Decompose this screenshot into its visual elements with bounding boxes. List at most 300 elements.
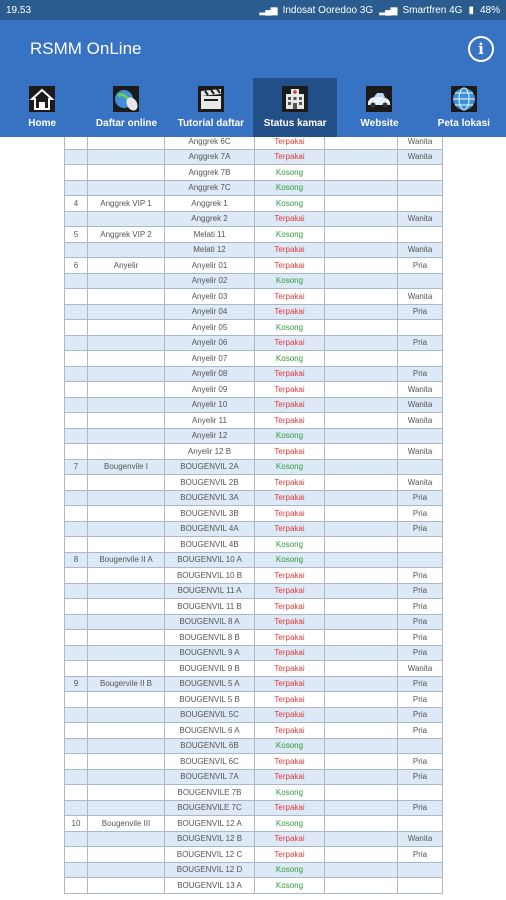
blank-cell	[325, 878, 398, 894]
room-name-cell: Anyelir 05	[165, 320, 255, 336]
room-status-cell: Kosong	[255, 816, 325, 832]
room-name-cell: Anyelir 04	[165, 304, 255, 320]
gender-cell: Pria	[398, 304, 443, 320]
room-name-cell: BOUGENVIL 7A	[165, 769, 255, 785]
blank-cell	[325, 211, 398, 227]
gender-cell: Pria	[398, 583, 443, 599]
room-status-cell: Terpakai	[255, 583, 325, 599]
room-name-cell: BOUGENVIL 10 B	[165, 568, 255, 584]
table-row	[65, 630, 443, 646]
ward-name-cell	[88, 878, 165, 894]
ward-number-cell	[65, 645, 88, 661]
gender-cell: Pria	[398, 847, 443, 863]
ward-name-cell	[88, 521, 165, 537]
room-status-cell: Terpakai	[255, 692, 325, 708]
tab-label: Home	[28, 118, 57, 129]
table-row	[65, 568, 443, 584]
blank-cell	[325, 196, 398, 212]
ward-name-cell	[88, 304, 165, 320]
ward-name-cell: Bougenvile II A	[88, 552, 165, 568]
room-status-cell: Kosong	[255, 273, 325, 289]
room-name-cell: BOUGENVIL 5C	[165, 707, 255, 723]
room-status-cell: Terpakai	[255, 149, 325, 165]
room-name-cell: Anggrek 7B	[165, 165, 255, 181]
table-row	[65, 227, 443, 243]
room-status-cell: Terpakai	[255, 304, 325, 320]
ward-number-cell: 8	[65, 552, 88, 568]
ward-number-cell	[65, 428, 88, 444]
blank-cell	[325, 397, 398, 413]
room-status-cell: Kosong	[255, 862, 325, 878]
blank-cell	[325, 490, 398, 506]
room-status-cell: Terpakai	[255, 521, 325, 537]
status-right	[259, 5, 500, 16]
ward-number-cell	[65, 878, 88, 894]
room-name-cell: BOUGENVIL 10 A	[165, 552, 255, 568]
tab-label: Tutorial daftar	[177, 118, 245, 129]
gender-cell	[398, 351, 443, 367]
table-row	[65, 242, 443, 258]
tab-daftar-online[interactable]	[84, 78, 168, 137]
gender-cell	[398, 552, 443, 568]
ward-name-cell	[88, 707, 165, 723]
blank-cell	[325, 738, 398, 754]
car-icon	[364, 84, 394, 114]
ward-name-cell	[88, 180, 165, 196]
room-name-cell: BOUGENVIL 12 A	[165, 816, 255, 832]
ward-number-cell	[65, 800, 88, 816]
room-status-cell: Kosong	[255, 320, 325, 336]
ward-name-cell	[88, 428, 165, 444]
ward-number-cell	[65, 785, 88, 801]
room-status-cell: Terpakai	[255, 599, 325, 615]
table-row	[65, 614, 443, 630]
gender-cell: Pria	[398, 630, 443, 646]
gender-cell: Pria	[398, 769, 443, 785]
ward-number-cell	[65, 661, 88, 677]
ward-number-cell	[65, 382, 88, 398]
room-name-cell: BOUGENVIL 8 A	[165, 614, 255, 630]
room-status-cell: Kosong	[255, 180, 325, 196]
room-status-cell: Kosong	[255, 785, 325, 801]
ward-number-cell	[65, 521, 88, 537]
table-row	[65, 676, 443, 692]
blank-cell	[325, 754, 398, 770]
gender-cell	[398, 816, 443, 832]
room-status-cell: Terpakai	[255, 568, 325, 584]
gender-cell: Wanita	[398, 831, 443, 847]
gender-cell: Wanita	[398, 211, 443, 227]
gender-cell: Pria	[398, 707, 443, 723]
status-battery: 48%	[479, 4, 500, 16]
blank-cell	[325, 242, 398, 258]
ward-number-cell	[65, 568, 88, 584]
ward-number-cell: 6	[65, 258, 88, 274]
gender-cell: Pria	[398, 800, 443, 816]
room-status-content[interactable]	[0, 137, 506, 900]
room-name-cell: BOUGENVIL 3B	[165, 506, 255, 522]
blank-cell	[325, 862, 398, 878]
gender-cell: Wanita	[398, 289, 443, 305]
room-name-cell: Anggrek 6C	[165, 137, 255, 149]
gender-cell	[398, 428, 443, 444]
gender-cell: Pria	[398, 521, 443, 537]
hospital-icon	[280, 84, 310, 114]
gender-cell: Pria	[398, 599, 443, 615]
gender-cell: Pria	[398, 692, 443, 708]
room-name-cell: Anyelir 03	[165, 289, 255, 305]
table-row	[65, 444, 443, 460]
ward-name-cell	[88, 831, 165, 847]
gender-cell: Pria	[398, 258, 443, 274]
table-row	[65, 723, 443, 739]
room-name-cell: BOUGENVIL 6 A	[165, 723, 255, 739]
status-bar	[0, 0, 506, 20]
gender-cell: Pria	[398, 723, 443, 739]
room-name-cell: Anyelir 11	[165, 413, 255, 429]
room-status-cell: Terpakai	[255, 137, 325, 149]
room-name-cell: Melati 11	[165, 227, 255, 243]
ward-name-cell	[88, 335, 165, 351]
ward-name-cell	[88, 862, 165, 878]
room-status-cell: Terpakai	[255, 723, 325, 739]
status-time: 19.53	[6, 4, 32, 16]
room-name-cell: Anggrek 7A	[165, 149, 255, 165]
ward-name-cell	[88, 366, 165, 382]
table-row	[65, 521, 443, 537]
blank-cell	[325, 521, 398, 537]
ward-number-cell	[65, 723, 88, 739]
blank-cell	[325, 692, 398, 708]
room-status-cell: Kosong	[255, 459, 325, 475]
room-name-cell: Anyelir 10	[165, 397, 255, 413]
ward-number-cell	[65, 149, 88, 165]
blank-cell	[325, 568, 398, 584]
room-name-cell: BOUGENVIL 12 C	[165, 847, 255, 863]
room-status-cell: Terpakai	[255, 335, 325, 351]
room-status-cell: Terpakai	[255, 258, 325, 274]
globe-icon	[449, 84, 479, 114]
blank-cell	[325, 258, 398, 274]
info-icon[interactable]: i	[468, 36, 494, 62]
ward-name-cell	[88, 351, 165, 367]
tab-peta-lokasi[interactable]	[422, 78, 506, 137]
ward-name-cell	[88, 738, 165, 754]
table-row	[65, 273, 443, 289]
ward-name-cell	[88, 769, 165, 785]
ward-name-cell	[88, 785, 165, 801]
ward-name-cell	[88, 165, 165, 181]
ward-name-cell	[88, 630, 165, 646]
ward-name-cell	[88, 614, 165, 630]
room-name-cell: BOUGENVIL 4A	[165, 521, 255, 537]
gender-cell	[398, 537, 443, 553]
ward-name-cell	[88, 661, 165, 677]
blank-cell	[325, 723, 398, 739]
room-status-cell: Kosong	[255, 552, 325, 568]
gender-cell	[398, 196, 443, 212]
room-status-cell: Terpakai	[255, 800, 325, 816]
ward-name-cell	[88, 242, 165, 258]
ward-name-cell	[88, 444, 165, 460]
ward-name-cell	[88, 599, 165, 615]
room-name-cell: BOUGENVILE 7B	[165, 785, 255, 801]
status-carrier2: Smartfren 4G	[402, 4, 463, 16]
room-status-cell: Terpakai	[255, 769, 325, 785]
gender-cell: Wanita	[398, 242, 443, 258]
table-row	[65, 537, 443, 553]
table-row	[65, 211, 443, 227]
room-status-cell: Terpakai	[255, 614, 325, 630]
tab-bar	[0, 78, 506, 137]
blank-cell	[325, 552, 398, 568]
room-name-cell: Anyelir 07	[165, 351, 255, 367]
gender-cell	[398, 273, 443, 289]
ward-number-cell: 5	[65, 227, 88, 243]
ward-number-cell	[65, 537, 88, 553]
table-row	[65, 289, 443, 305]
tab-label: Peta lokasi	[437, 118, 490, 129]
gender-cell: Pria	[398, 568, 443, 584]
gender-cell: Pria	[398, 614, 443, 630]
blank-cell	[325, 707, 398, 723]
room-status-cell: Kosong	[255, 227, 325, 243]
ward-name-cell	[88, 490, 165, 506]
room-status-cell: Terpakai	[255, 831, 325, 847]
ward-number-cell	[65, 289, 88, 305]
ward-name-cell: Anggrek VIP 1	[88, 196, 165, 212]
table-row	[65, 304, 443, 320]
room-name-cell: BOUGENVIL 11 A	[165, 583, 255, 599]
ward-name-cell: Bougenvile I	[88, 459, 165, 475]
room-status-cell: Terpakai	[255, 645, 325, 661]
ward-number-cell	[65, 335, 88, 351]
room-name-cell: BOUGENVIL 9 B	[165, 661, 255, 677]
ward-name-cell	[88, 211, 165, 227]
room-status-cell: Terpakai	[255, 289, 325, 305]
blank-cell	[325, 165, 398, 181]
ward-name-cell	[88, 692, 165, 708]
ward-number-cell	[65, 413, 88, 429]
gender-cell	[398, 738, 443, 754]
table-row	[65, 475, 443, 491]
table-row	[65, 413, 443, 429]
blank-cell	[325, 769, 398, 785]
room-name-cell: BOUGENVIL 6C	[165, 754, 255, 770]
table-row	[65, 878, 443, 894]
blank-cell	[325, 289, 398, 305]
ward-number-cell	[65, 583, 88, 599]
ward-number-cell	[65, 692, 88, 708]
ward-number-cell	[65, 397, 88, 413]
table-row	[65, 165, 443, 181]
ward-number-cell	[65, 211, 88, 227]
room-name-cell: Anggrek 1	[165, 196, 255, 212]
ward-name-cell: Bougenvile III	[88, 816, 165, 832]
tab-tutorial-daftar[interactable]	[169, 78, 253, 137]
room-status-cell: Terpakai	[255, 366, 325, 382]
ward-name-cell	[88, 149, 165, 165]
blank-cell	[325, 645, 398, 661]
ward-name-cell	[88, 645, 165, 661]
blank-cell	[325, 816, 398, 832]
blank-cell	[325, 351, 398, 367]
ward-name-cell	[88, 537, 165, 553]
ward-name-cell	[88, 320, 165, 336]
room-status-cell: Terpakai	[255, 475, 325, 491]
ward-number-cell	[65, 847, 88, 863]
ward-number-cell	[65, 738, 88, 754]
gender-cell: Wanita	[398, 382, 443, 398]
ward-number-cell	[65, 506, 88, 522]
blank-cell	[325, 459, 398, 475]
gender-cell: Wanita	[398, 475, 443, 491]
blank-cell	[325, 537, 398, 553]
gender-cell: Wanita	[398, 137, 443, 149]
gender-cell	[398, 180, 443, 196]
ward-name-cell	[88, 847, 165, 863]
tab-label: Website	[360, 118, 399, 129]
table-row	[65, 506, 443, 522]
gender-cell	[398, 785, 443, 801]
ward-number-cell	[65, 490, 88, 506]
table-row	[65, 258, 443, 274]
clapperboard-icon	[196, 84, 226, 114]
ward-number-cell: 9	[65, 676, 88, 692]
gender-cell: Pria	[398, 754, 443, 770]
room-name-cell: BOUGENVIL 2B	[165, 475, 255, 491]
table-row	[65, 196, 443, 212]
tab-label: Daftar online	[95, 118, 158, 129]
table-row	[65, 599, 443, 615]
ward-number-cell	[65, 242, 88, 258]
blank-cell	[325, 382, 398, 398]
blank-cell	[325, 630, 398, 646]
room-status-cell: Kosong	[255, 537, 325, 553]
room-name-cell: Anyelir 08	[165, 366, 255, 382]
tab-website[interactable]	[337, 78, 421, 137]
table-row	[65, 661, 443, 677]
blank-cell	[325, 227, 398, 243]
blank-cell	[325, 583, 398, 599]
table-row	[65, 816, 443, 832]
ward-number-cell	[65, 351, 88, 367]
blank-cell	[325, 785, 398, 801]
room-status-cell: Terpakai	[255, 661, 325, 677]
table-row	[65, 552, 443, 568]
blank-cell	[325, 180, 398, 196]
room-name-cell: BOUGENVIL 5 A	[165, 676, 255, 692]
ward-number-cell	[65, 831, 88, 847]
room-status-cell: Kosong	[255, 165, 325, 181]
gender-cell: Pria	[398, 645, 443, 661]
room-status-cell: Terpakai	[255, 211, 325, 227]
gender-cell	[398, 459, 443, 475]
room-name-cell: BOUGENVIL 5 B	[165, 692, 255, 708]
ward-number-cell: 7	[65, 459, 88, 475]
blank-cell	[325, 149, 398, 165]
room-status-cell: Terpakai	[255, 506, 325, 522]
gender-cell: Wanita	[398, 413, 443, 429]
blank-cell	[325, 444, 398, 460]
room-table-body	[65, 137, 443, 893]
table-row	[65, 692, 443, 708]
ward-name-cell	[88, 137, 165, 149]
table-row	[65, 397, 443, 413]
table-row	[65, 645, 443, 661]
ward-name-cell: Anggrek VIP 2	[88, 227, 165, 243]
gender-cell	[398, 862, 443, 878]
ward-number-cell	[65, 614, 88, 630]
blank-cell	[325, 614, 398, 630]
table-row	[65, 707, 443, 723]
blank-cell	[325, 800, 398, 816]
room-status-cell: Terpakai	[255, 444, 325, 460]
gender-cell	[398, 878, 443, 894]
signal-icon: ▂▄▆	[259, 4, 277, 15]
gender-cell: Wanita	[398, 397, 443, 413]
blank-cell	[325, 475, 398, 491]
room-name-cell: BOUGENVIL 12 B	[165, 831, 255, 847]
tab-status-kamar[interactable]	[253, 78, 337, 137]
room-name-cell: BOUGENVIL 4B	[165, 537, 255, 553]
ward-name-cell	[88, 382, 165, 398]
tab-label: Status kamar	[263, 118, 327, 129]
ward-name-cell	[88, 273, 165, 289]
table-row	[65, 428, 443, 444]
room-name-cell: Anyelir 02	[165, 273, 255, 289]
gender-cell: Pria	[398, 676, 443, 692]
gender-cell: Wanita	[398, 444, 443, 460]
room-status-cell: Terpakai	[255, 630, 325, 646]
room-status-cell: Kosong	[255, 878, 325, 894]
room-name-cell: BOUGENVIL 12 D	[165, 862, 255, 878]
table-row	[65, 847, 443, 863]
table-row	[65, 335, 443, 351]
room-name-cell: Melati 12	[165, 242, 255, 258]
tab-home[interactable]	[0, 78, 84, 137]
ward-name-cell: Anyelir	[88, 258, 165, 274]
blank-cell	[325, 273, 398, 289]
table-row	[65, 862, 443, 878]
room-name-cell: Anyelir 12	[165, 428, 255, 444]
ward-number-cell	[65, 165, 88, 181]
ward-name-cell	[88, 583, 165, 599]
room-name-cell: BOUGENVIL 3A	[165, 490, 255, 506]
table-row	[65, 754, 443, 770]
room-status-cell: Kosong	[255, 738, 325, 754]
ward-number-cell	[65, 320, 88, 336]
ward-name-cell	[88, 413, 165, 429]
ward-number-cell	[65, 475, 88, 491]
room-status-cell: Terpakai	[255, 382, 325, 398]
gender-cell: Pria	[398, 366, 443, 382]
ward-number-cell	[65, 444, 88, 460]
table-row	[65, 137, 443, 149]
ward-name-cell	[88, 568, 165, 584]
room-status-cell: Kosong	[255, 351, 325, 367]
app-bar	[0, 20, 506, 78]
table-row	[65, 320, 443, 336]
ward-number-cell	[65, 754, 88, 770]
status-carrier1: Indosat Ooredoo 3G	[282, 4, 374, 16]
table-row	[65, 180, 443, 196]
table-row	[65, 366, 443, 382]
table-row	[65, 785, 443, 801]
ward-number-cell	[65, 630, 88, 646]
table-row	[65, 149, 443, 165]
room-name-cell: Anggrek 7C	[165, 180, 255, 196]
